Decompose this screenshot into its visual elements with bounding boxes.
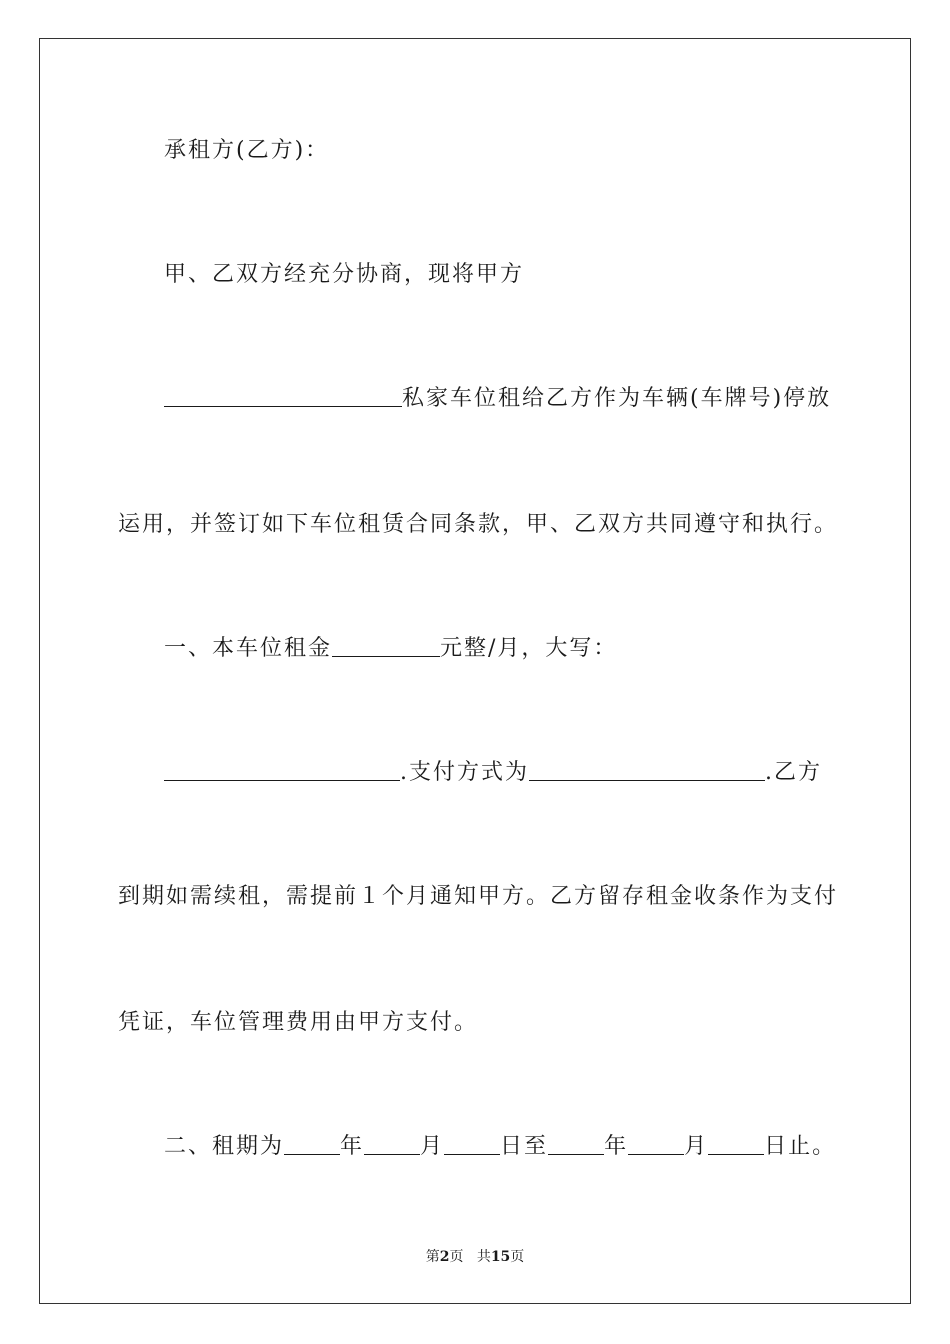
rent-capital-blank[interactable] — [164, 758, 400, 781]
rent-unit-text: 元整/月，大写： — [440, 636, 618, 661]
intro-text: 甲、乙双方经充分协商，现将甲方 — [164, 262, 525, 287]
footer-total-suffix: 页 — [510, 1249, 525, 1265]
clause-rent — [164, 634, 617, 664]
party-b-text: .乙方 — [765, 760, 822, 785]
page-footer — [0, 1248, 950, 1266]
clause-term — [164, 1132, 836, 1162]
renewal-text: 到期如需续租，需提前１个月通知甲方。乙方留存租金收条作为支付 — [118, 884, 839, 909]
payment-method-label: .支付方式为 — [400, 760, 529, 785]
parking-text: 私家车位租给乙方作为车辆(车牌号)停放 — [402, 386, 832, 411]
start-year-text: 年 — [340, 1134, 365, 1159]
end-month-text: 月 — [684, 1134, 709, 1159]
start-month-text: 月 — [420, 1134, 445, 1159]
parking-location-blank[interactable] — [164, 384, 402, 407]
end-year-blank[interactable] — [548, 1132, 604, 1155]
end-day-blank[interactable] — [708, 1132, 764, 1155]
footer-total-prefix: 共 — [476, 1249, 491, 1265]
footer-page-suffix: 页 — [449, 1249, 464, 1265]
paragraph-parking — [164, 384, 831, 414]
start-year-blank[interactable] — [284, 1132, 340, 1155]
page-border — [39, 38, 911, 1304]
usage-text: 运用，并签订如下车位租赁合同条款，甲、乙双方共同遵守和执行。 — [118, 512, 839, 537]
rent-amount-blank[interactable] — [332, 634, 440, 657]
rent-label: 一、本车位租金 — [164, 636, 333, 661]
end-day-text: 日止。 — [764, 1134, 837, 1159]
voucher-text: 凭证，车位管理费用由甲方支付。 — [118, 1010, 479, 1035]
lessee-text: 承租方(乙方)： — [164, 138, 330, 163]
footer-page-prefix: 第 — [425, 1249, 440, 1265]
start-month-blank[interactable] — [364, 1132, 420, 1155]
start-day-blank[interactable] — [444, 1132, 500, 1155]
term-label: 二、租期为 — [164, 1134, 285, 1159]
paragraph-renewal — [118, 882, 838, 912]
paragraph-voucher — [118, 1008, 478, 1038]
footer-page-number: 2 — [439, 1249, 450, 1265]
end-year-text: 年 — [604, 1134, 629, 1159]
paragraph-usage — [118, 510, 838, 540]
clause-payment — [164, 758, 822, 788]
end-month-blank[interactable] — [628, 1132, 684, 1155]
start-day-text: 日至 — [500, 1134, 549, 1159]
footer-total-number: 15 — [490, 1249, 511, 1265]
lessee-label — [164, 136, 329, 166]
paragraph-intro — [164, 260, 524, 290]
payment-method-blank[interactable] — [529, 758, 765, 781]
